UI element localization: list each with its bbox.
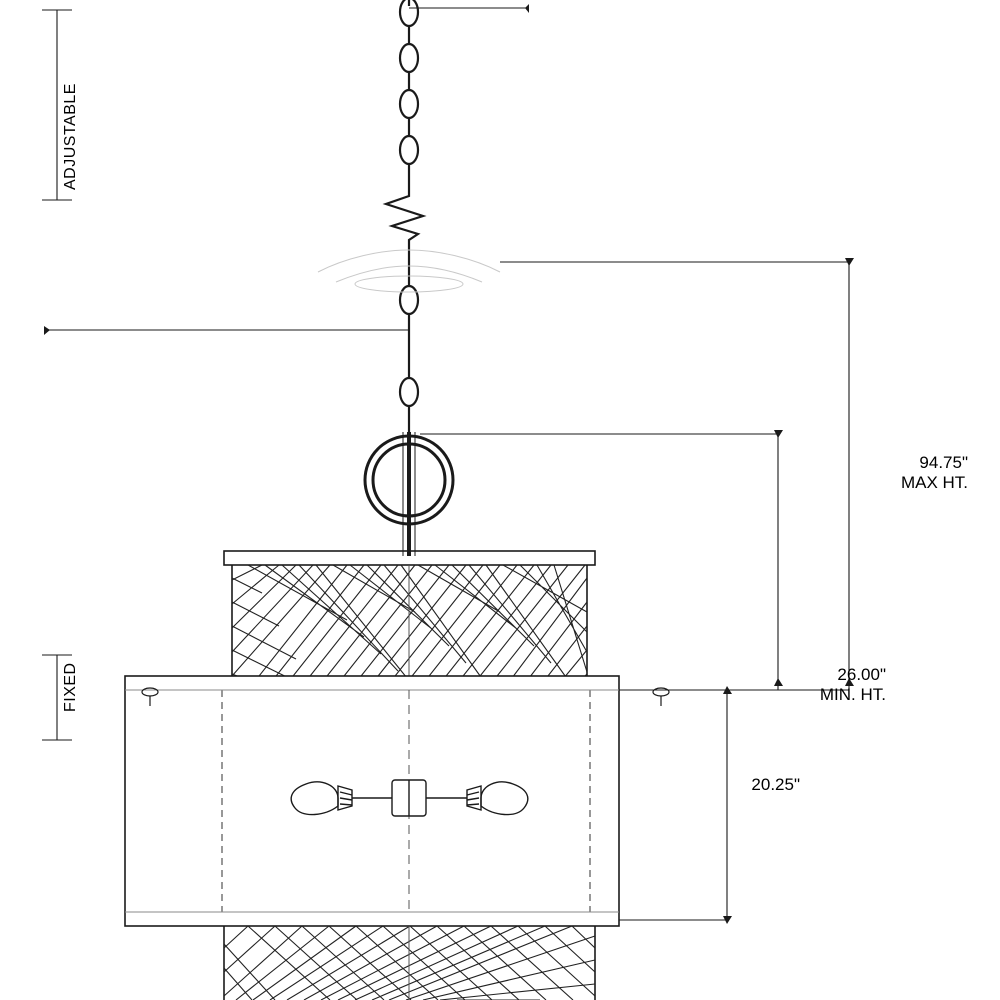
upper-woven-shade bbox=[224, 551, 595, 690]
glass-diffuser-panel bbox=[125, 676, 669, 926]
adjustable-label: ADJUSTABLE bbox=[62, 83, 79, 190]
min-height-caption: MIN. HT. bbox=[819, 685, 886, 704]
fixed-label: FIXED bbox=[62, 662, 79, 712]
shade-height-value: 20.25" bbox=[751, 775, 800, 794]
suspension-chain bbox=[386, 0, 423, 432]
lower-woven-shade bbox=[224, 926, 595, 1000]
min-height-value: 26.00" bbox=[837, 665, 886, 684]
max-height-caption: MAX HT. bbox=[900, 473, 968, 492]
max-height-value: 94.75" bbox=[919, 453, 968, 472]
